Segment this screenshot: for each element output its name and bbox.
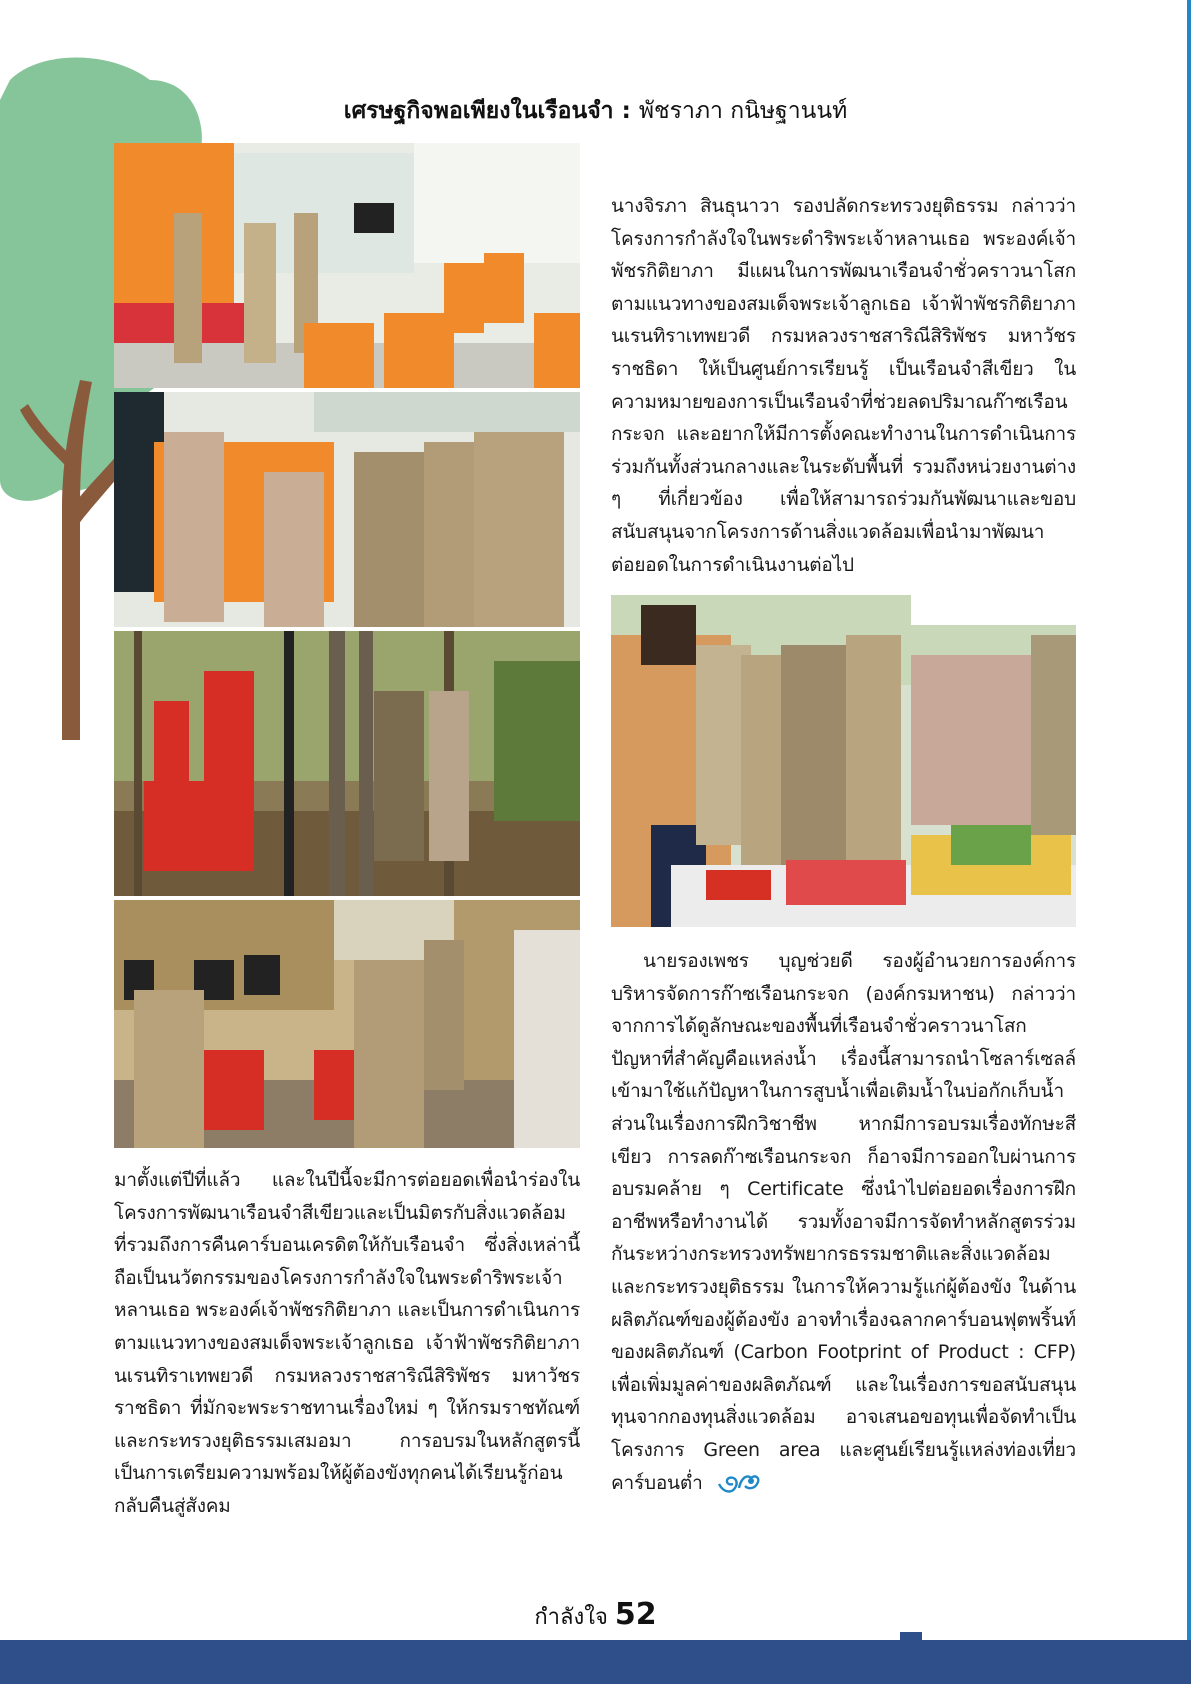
photo-forest-visit xyxy=(114,631,580,896)
photo-produce-display xyxy=(611,595,1076,927)
magazine-name: กำลังใจ xyxy=(534,1605,608,1630)
photo-meeting-room xyxy=(114,143,580,388)
photo-bamboo-hut xyxy=(114,900,580,1148)
title-separator: : xyxy=(613,98,639,124)
heart-flourish-icon xyxy=(715,1470,761,1496)
page-number: 52 xyxy=(614,1597,657,1632)
edge-line xyxy=(1187,0,1191,1640)
paragraph-rongpetch xyxy=(611,945,1076,1499)
photo-officials-speech xyxy=(114,392,580,627)
footer-bar xyxy=(0,1640,1191,1684)
footer-tab xyxy=(900,1632,922,1640)
paragraph-continuation: มาตั้งแต่ปีที่แล้ว และในปีนี้จะมีการต่อยอดเพื่อนำร่องในโครงการพัฒนาเรือนจำสีเขียวและเป็นมิตรกับสิ่งแวดล้อม ที่รวมถึงการคืนคาร์บอนเครดิตให้กับเรือนจำ ซึ่งสิ่งเหล่านี้ถือเป็นนวัตกรรมของโครงการกำลังใจในพระดำริพระเจ้าหลานเธอ พระองค์เจ้าพัชรกิติยาภา และเป็นการดำเนินการตามแนวทางของสมเด็จพระเจ้าลูกเธอ เจ้าฟ้าพัชรกิติยาภา นเรนทิราเทพยวดี กรมหลวงราชสาริณีสิริพัชร มหาวัชรราชธิดา ที่มักจะพระราชทานเรื่องใหม่ ๆ ให้กรมราชทัณฑ์และกระทรวงยุติธรรมเสมอมา การอบรมในหลักสูตรนี้เป็นการเตรียมความพร้อมให้ผู้ต้องขังทุกคนได้เรียนรู้ก่อนกลับคืนสู่สังคม xyxy=(114,1169,581,1517)
paragraph-jirapa: นางจิรภา สินธุนาวา รองปลัดกระทรวงยุติธรรม กล่าวว่า โครงการกำลังใจในพระดำริพระเจ้าหลานเธอ พระองค์เจ้าพัชรกิติยาภา มีแผนในการพัฒนาเรือนจำชั่วคราวนาโสก ตามแนวทางของสมเด็จพระเจ้าลูกเธอ เจ้าฟ้าพัชรกิติยาภา นเรนทิราเทพยวดี กรมหลวงราชสาริณีสิริพัชร มหาวัชรราชธิดา ให้เป็นศูนย์การเรียนรู้ เป็นเรือนจำสีเขียว ในความหมายของการเป็นเรือนจำที่ช่วยลดปริมาณก๊าซเรือนกระจก และอยากให้มีการตั้งคณะทำงานในการดำเนินการร่วมกันทั้งส่วนกลางและในระดับพื้นที่ รวมถึงหน่วยงานต่าง ๆ ที่เกี่ยวข้อง เพื่อให้สามารถร่วมกันพัฒนาและขอบสนับสนุนจากโครงการด้านสิ่งแวดล้อมเพื่อนำมาพัฒนาต่อยอดในการดำเนินงานต่อไป xyxy=(611,195,1076,576)
page-footer xyxy=(0,1597,1191,1633)
paragraph-rongpetch-text: นายรองเพชร บุญช่วยดี รองผู้อำนวยการองค์การบริหารจัดการก๊าซเรือนกระจก (องค์กรมหาชน) กล่าวว่า จากการได้ดูลักษณะของพื้นที่เรือนจำชั่วคราวนาโสก ปัญหาที่สำคัญคือแหล่งน้ำ เรื่องนี้สามารถนำโซลาร์เซลล์เข้ามาใช้แก้ปัญหาในการสูบน้ำเพื่อเติมน้ำในบ่อกักเก็บน้ำ ส่วนในเรื่องการฝึกวิชาชีพ หากมีการอบรมเรื่องทักษะสีเขียว การลดก๊าซเรือนกระจก ก็อาจมีการออกใบผ่านการอบรมคล้าย ๆ Certificate ซึ่งนำไปต่อยอดเรื่องการฝึกอาชีพหรือทำงานได้ รวมทั้งอาจมีการจัดทำหลักสูตรร่วมกันระหว่างกระทรวงทรัพยากรธรรมชาติและสิ่งแวดล้อมและกระทรวงยุติธรรม ในการให้ความรู้แก่ผู้ต้องขัง ในด้านผลิตภัณฑ์ของผู้ต้องขัง อาจทำเรื่องฉลากคาร์บอนฟุตพริ้นท์ของผลิตภัณฑ์ (Carbon Footprint of Product : CFP) เพื่อเพิ่มมูลค่าของผลิตภัณฑ์ และในเรื่องการขอสนับสนุนทุนจากกองทุนสิ่งแวดล้อม อาจเสนอขอทุนเพื่อจัดทำเป็นโครงการ Green area และศูนย์เรียนรู้แหล่งท่องเที่ยวคาร์บอนต่ำ xyxy=(611,950,1076,1494)
article-title: เศรษฐกิจพอเพียงในเรือนจำ xyxy=(343,98,614,124)
article-author: พัชราภา กนิษฐานนท์ xyxy=(638,98,848,124)
page-header xyxy=(0,96,1191,126)
